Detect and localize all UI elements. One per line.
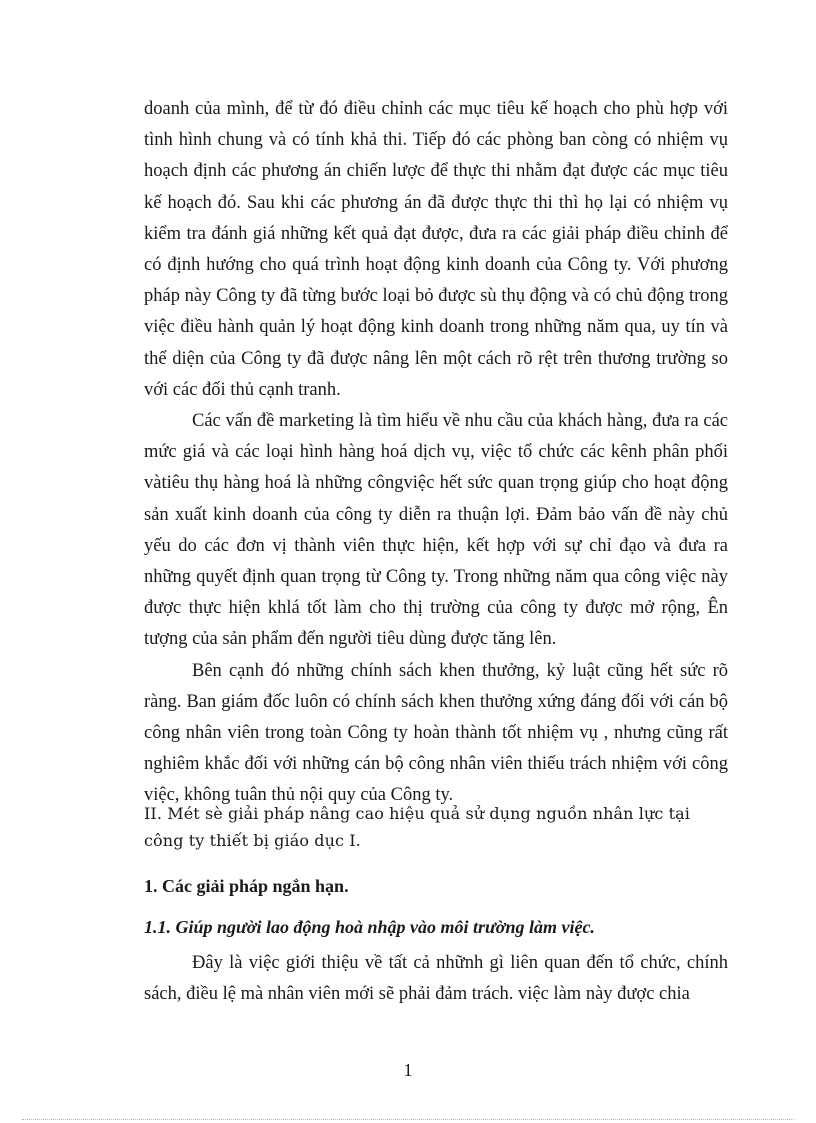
paragraph-3: Bên cạnh đó những chính sách khen thưởng, kỷ luật cũng hết sức rõ ràng. Ban giám đốc luôn có chính sách khen thưởng xứng đáng đối với cán bộ công nhân viên trong toàn Công ty hoàn thành tốt nhiệm vụ , nhưng cũng rất nghiêm khắc đối với những cán bộ công nhân viên thiếu trách nhiệm với công việc, không tuân thủ nội quy của Công ty. (144, 660, 728, 806)
paragraph-2: Các vấn đề marketing là tìm hiểu về nhu cầu của khách hàng, đưa ra các mức giá và các loại hình hàng hoá dịch vụ, việc tổ chức các kênh phân phối vàtiêu thụ hàng hoá là những côngviệc hết sức quan trọng giúp cho hoạt động sản xuất kinh doanh của công ty diễn ra thuận lợi. Đảm bảo vấn đề này chủ yếu do các đơn vị thành viên thực hiện, kết hợp với sự chỉ đạo và đưa ra những quyết định quan trọng từ Công ty. Trong những năm qua công việc này được thực hiện khlá tốt làm cho thị trường của công ty được mở rộng, Ên tượng của sản phẩm đến người tiêu dùng được tăng lên. (144, 411, 728, 650)
body-text (144, 94, 728, 812)
page-number: 1 (403, 1060, 413, 1080)
page-divider (22, 1119, 794, 1120)
closing-body-text (144, 948, 728, 1010)
sub-heading: 1. Các giải pháp ngắn hạn. (144, 876, 349, 896)
sub-sub-heading: 1.1. Giúp người lao động hoà nhập vào môi trường làm việc. (144, 917, 595, 937)
closing-paragraph: Đây là việc giới thiệu về tất cả nhữnh gì liên quan đến tổ chức, chính sách, điều lệ mà nhân viên mới sẽ phải đảm trách. việc làm này được chia (144, 953, 728, 1005)
section-heading: II. Mét sè giải pháp nâng cao hiệu quả sử dụng nguồn nhân lực tại công ty thiết bị giáo dục I. (144, 804, 691, 850)
paragraph-1: doanh của mình, để từ đó điều chỉnh các mục tiêu kế hoạch cho phù hợp với tình hình chung và có tính khả thi. Tiếp đó các phòng ban còng có nhiệm vụ hoạch định các phương án chiến lược để thực thi nhằm đạt được các mục tiêu kế hoạch đó. Sau khi các phương án đã được thực thi thì họ lại có nhiệm vụ kiểm tra đánh giá những kết quả đạt được, đưa ra các giải pháp điều chỉnh để có định hướng cho quá trình hoạt động kinh doanh của Công ty. Với phương pháp này Công ty đã từng bước loại bỏ được sù thụ động và có chủ động trong việc điều hành quản lý hoạt động kinh doanh trong những năm qua, uy tín và thể diện của Công ty đã được nâng lên một cách rõ rệt trên thương trường so với các đối thủ cạnh tranh. (144, 99, 728, 400)
